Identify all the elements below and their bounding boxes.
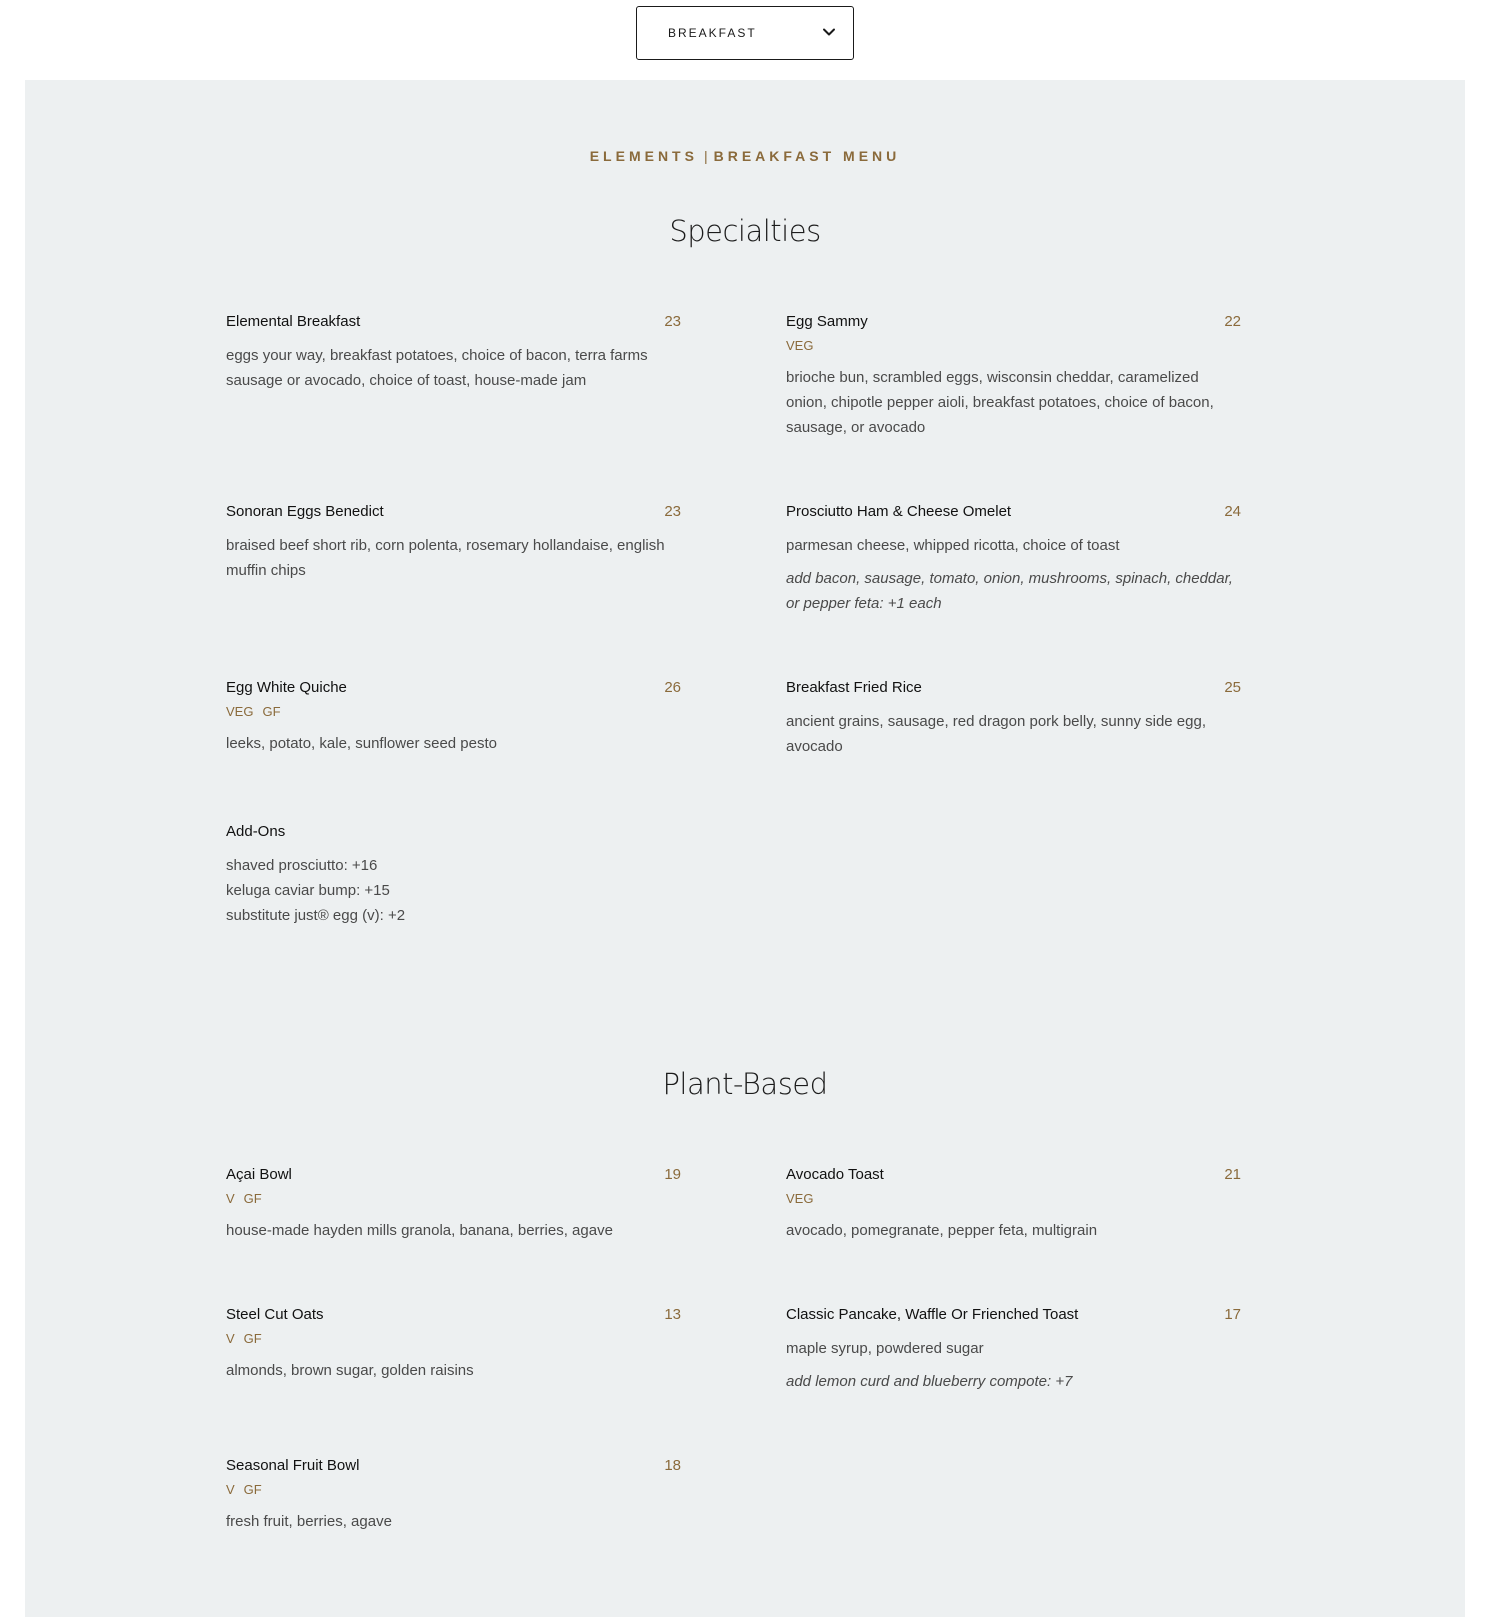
dietary-tag: GF bbox=[243, 1191, 262, 1206]
item-name: Avocado Toast bbox=[786, 1166, 884, 1183]
dietary-tag: VEG bbox=[786, 1191, 814, 1206]
menu-select-value: BREAKFAST bbox=[668, 26, 757, 40]
item-description: fresh fruit, berries, agave bbox=[226, 1513, 392, 1530]
item-description: brioche bun, scrambled eggs, wisconsin cheddar, caramelized onion, chipotle pepper aioli, breakfast potatoes, choice of bacon, sausage, or avocado bbox=[786, 369, 1214, 436]
item-description: avocado, pomegranate, pepper feta, multigrain bbox=[786, 1222, 1098, 1239]
item-name: Egg Sammy bbox=[786, 313, 868, 330]
top-bar bbox=[0, 0, 1490, 80]
section-title-plant-based: Plant-Based bbox=[662, 1067, 828, 1101]
item-price: 23 bbox=[664, 503, 681, 520]
menu-name: BREAKFAST MENU bbox=[713, 148, 901, 164]
item-price: 22 bbox=[1224, 313, 1241, 330]
menu-panel bbox=[25, 80, 1465, 1617]
item-name: Açai Bowl bbox=[226, 1166, 292, 1183]
menu-item bbox=[786, 679, 1241, 759]
menu-item bbox=[226, 679, 681, 756]
item-name: Steel Cut Oats bbox=[226, 1306, 324, 1323]
menu-item bbox=[226, 503, 681, 583]
item-name: Seasonal Fruit Bowl bbox=[226, 1457, 360, 1474]
dietary-tag: VEG bbox=[226, 704, 254, 719]
menu-item bbox=[786, 503, 1241, 616]
add-ons-title: Add-Ons bbox=[226, 823, 286, 840]
item-price: 19 bbox=[664, 1166, 681, 1183]
item-price: 25 bbox=[1224, 679, 1241, 696]
item-description: parmesan cheese, whipped ricotta, choice of toast bbox=[786, 537, 1120, 554]
menu-item bbox=[786, 313, 1241, 440]
dietary-tags bbox=[226, 1331, 681, 1348]
menu-item bbox=[226, 1306, 681, 1383]
item-name: Egg White Quiche bbox=[226, 679, 347, 696]
dietary-tags bbox=[226, 704, 681, 721]
item-description: leeks, potato, kale, sunflower seed pesto bbox=[226, 735, 497, 752]
item-price: 13 bbox=[664, 1306, 681, 1323]
item-name: Classic Pancake, Waffle Or Frienched Toast bbox=[786, 1306, 1079, 1323]
dietary-tags bbox=[786, 1191, 1241, 1208]
item-name: Breakfast Fried Rice bbox=[786, 679, 922, 696]
dietary-tag: VEG bbox=[786, 338, 814, 353]
add-on-line: keluga caviar bump: +15 bbox=[226, 882, 390, 899]
item-price: 21 bbox=[1224, 1166, 1241, 1183]
item-price: 18 bbox=[664, 1457, 681, 1474]
dietary-tag: GF bbox=[262, 704, 281, 719]
section-title-specialties: Specialties bbox=[669, 214, 821, 248]
add-on-line: substitute just® egg (v): +2 bbox=[226, 907, 406, 924]
item-description: almonds, brown sugar, golden raisins bbox=[226, 1362, 474, 1379]
menu-item bbox=[786, 1306, 1241, 1394]
dietary-tag: V bbox=[226, 1331, 235, 1346]
menu-item bbox=[226, 313, 681, 393]
item-price: 26 bbox=[664, 679, 681, 696]
menu-item bbox=[226, 1457, 681, 1534]
item-note: add lemon curd and blueberry compote: +7 bbox=[786, 1373, 1073, 1390]
dietary-tags bbox=[226, 1191, 681, 1208]
brand-name: ELEMENTS bbox=[589, 148, 698, 164]
menu-item bbox=[786, 1166, 1241, 1243]
menu-item bbox=[226, 1166, 681, 1243]
item-price: 24 bbox=[1224, 503, 1241, 520]
item-description: braised beef short rib, corn polenta, rosemary hollandaise, english muffin chips bbox=[226, 537, 665, 579]
item-price: 17 bbox=[1224, 1306, 1241, 1323]
dietary-tag: GF bbox=[243, 1331, 262, 1346]
item-name: Sonoran Eggs Benedict bbox=[226, 503, 384, 520]
dietary-tag: V bbox=[226, 1191, 235, 1206]
menu-eyebrow bbox=[25, 148, 1465, 164]
item-name: Prosciutto Ham & Cheese Omelet bbox=[786, 503, 1012, 520]
eyebrow-separator: | bbox=[703, 148, 708, 164]
add-ons bbox=[226, 823, 681, 928]
item-price: 23 bbox=[664, 313, 681, 330]
item-description: eggs your way, breakfast potatoes, choice of bacon, terra farms sausage or avocado, choice of toast, house-made jam bbox=[226, 347, 648, 389]
dietary-tags bbox=[226, 1482, 681, 1499]
item-description: maple syrup, powdered sugar bbox=[786, 1340, 984, 1357]
item-description: ancient grains, sausage, red dragon pork belly, sunny side egg, avocado bbox=[786, 713, 1206, 755]
menu-select-dropdown[interactable] bbox=[636, 6, 854, 60]
add-on-line: shaved prosciutto: +16 bbox=[226, 857, 378, 874]
dietary-tag: GF bbox=[243, 1482, 262, 1497]
item-description: house-made hayden mills granola, banana, berries, agave bbox=[226, 1222, 613, 1239]
chevron-down-icon bbox=[821, 24, 837, 40]
dietary-tags bbox=[786, 338, 1241, 355]
dietary-tag: V bbox=[226, 1482, 235, 1497]
item-name: Elemental Breakfast bbox=[226, 313, 361, 330]
item-note: add bacon, sausage, tomato, onion, mushrooms, spinach, cheddar, or pepper feta: +1 each bbox=[786, 570, 1233, 612]
